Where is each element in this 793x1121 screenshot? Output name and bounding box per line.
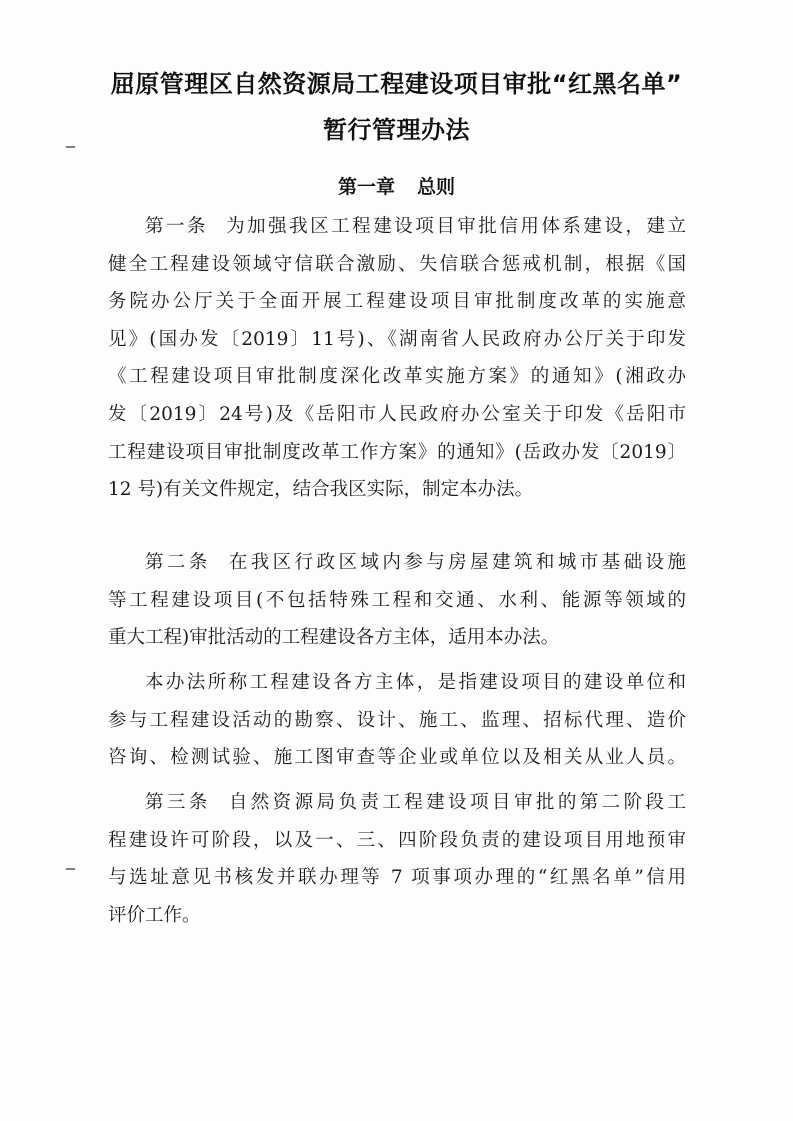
paragraph-line: 务院办公厅关于全面开展工程建设项目审批制度改革的实施意	[108, 291, 686, 313]
article-2	[108, 544, 686, 657]
paragraph-line: 等工程建设项目(不包括特殊工程和交通、水利、能源等领域的	[108, 589, 686, 611]
paragraph-line: 与选址意见书核发并联办理等 7 项事项办理的“红黑名单”信用	[108, 867, 686, 889]
paragraph-line: 第二条 在我区行政区域内参与房屋建筑和城市基础设施	[145, 552, 686, 573]
paragraph-line: 第一条 为加强我区工程建设项目审批信用体系建设，建立	[145, 216, 686, 237]
document-title-line1: 屈原管理区自然资源局工程建设项目审批“红黑名单”	[110, 70, 683, 98]
paragraph-line: 咨询、检测试验、施工图审查等企业或单位以及相关从业人员。	[108, 747, 686, 769]
article-number: 第一条	[145, 216, 209, 237]
paragraph-line: 12 号)有关文件规定，结合我区实际，制定本办法。	[108, 479, 534, 501]
scan-mark	[66, 146, 75, 148]
paragraph-line: 本办法所称工程建设各方主体，是指建设项目的建设单位和	[145, 672, 686, 693]
paragraph-line: 见》(国办发〔2019〕11号)、《湖南省人民政府办公厅关于印发	[108, 328, 686, 350]
article-2-definition	[108, 664, 686, 777]
paragraph-line: 《工程建设项目审批制度深化改革实施方案》的通知》(湘政办	[108, 366, 686, 388]
paragraph-line: 重大工程)审批活动的工程建设各方主体，适用本办法。	[108, 627, 560, 649]
paragraph-line: 健全工程建设领域守信联合激励、失信联合惩戒机制，根据《国	[108, 253, 686, 275]
paragraph-line: 发〔2019〕24号)及《岳阳市人民政府办公室关于印发《岳阳市	[108, 403, 686, 425]
article-number: 第二条	[145, 552, 211, 573]
chapter-number: 第一章	[337, 176, 395, 198]
document-title-line2: 暂行管理办法	[323, 116, 470, 144]
chapter-heading	[0, 172, 793, 199]
paragraph-line: 第三条 自然资源局负责工程建设项目审批的第二阶段工	[145, 792, 686, 813]
article-3	[108, 784, 686, 934]
paragraph-line: 参与工程建设活动的勘察、设计、施工、监理、招标代理、造价	[108, 709, 686, 731]
article-number: 第三条	[145, 792, 211, 813]
paragraph-line: 评价工作。	[108, 904, 201, 926]
paragraph-line: 程建设许可阶段，以及一、三、四阶段负责的建设项目用地预审	[108, 829, 686, 851]
scan-mark	[66, 868, 75, 870]
chapter-name: 总则	[417, 176, 456, 198]
article-1	[108, 208, 686, 509]
paragraph-line: 工程建设项目审批制度改革工作方案》的通知》(岳政办发〔2019〕	[108, 441, 686, 463]
